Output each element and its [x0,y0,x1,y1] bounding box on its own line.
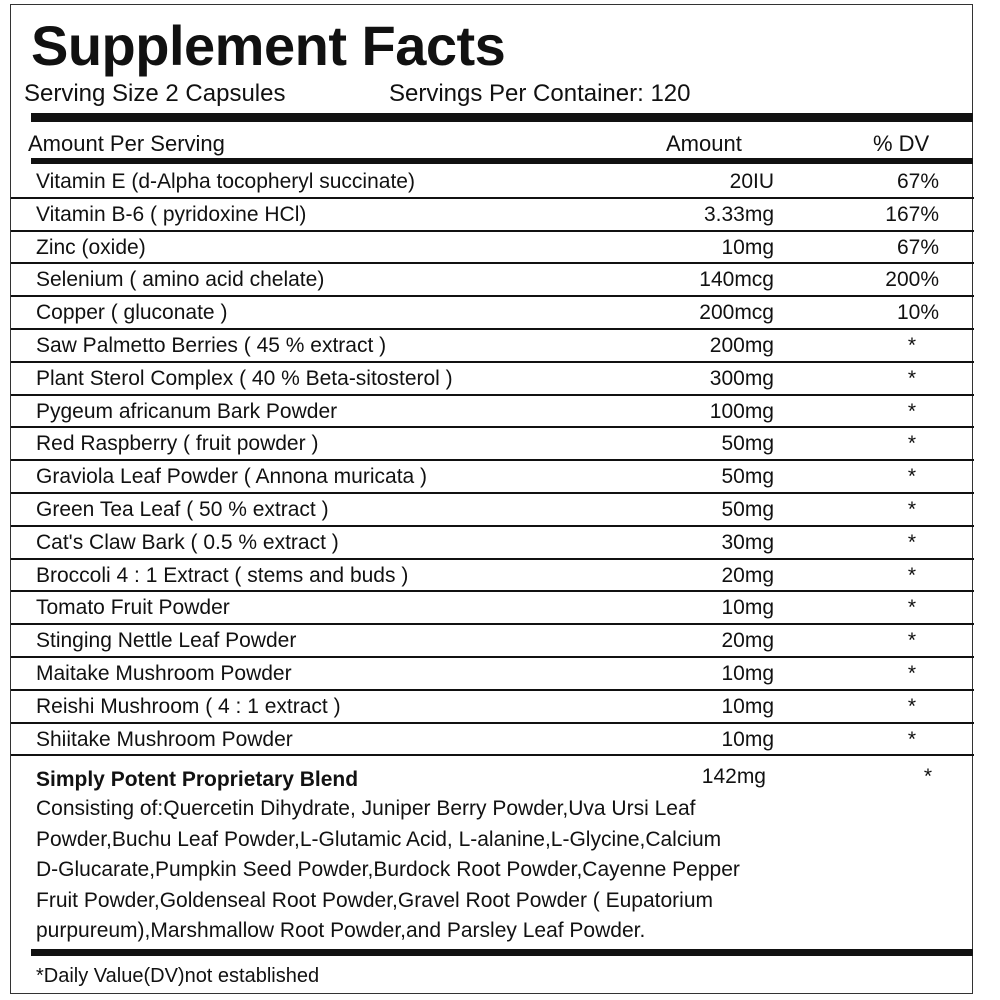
nutrient-dv: * [907,661,916,685]
nutrient-name: Zinc (oxide) [36,235,146,259]
supplement-facts-panel [10,4,973,994]
nutrient-dv: * [907,530,916,554]
nutrient-amount: 100mg [709,399,774,423]
table-row [11,691,974,724]
panel-title: Supplement Facts [31,14,506,77]
blend-title: Simply Potent Proprietary Blend [36,767,359,791]
thick-rule-bottom [31,949,973,956]
nutrient-amount: 10mg [721,596,774,620]
nutrient-dv: * [907,694,916,718]
serving-size: Serving Size 2 Capsules [24,80,286,107]
nutrient-amount: 50mg [721,497,774,521]
nutrient-amount: 10mg [721,235,774,259]
nutrient-amount: 50mg [721,465,774,489]
nutrient-name: Plant Sterol Complex ( 40 % Beta-sitosterol ) [36,366,453,390]
nutrient-dv: 167% [885,202,939,226]
nutrient-dv: * [907,497,916,521]
nutrient-name: Tomato Fruit Powder [36,596,230,620]
nutrient-name: Broccoli 4 : 1 Extract ( stems and buds ) [36,563,409,587]
nutrient-name: Selenium ( amino acid chelate) [36,268,325,292]
nutrient-name: Shiitake Mushroom Powder [36,727,293,751]
nutrient-dv: * [907,366,916,390]
table-row [11,461,974,494]
nutrient-dv: * [907,727,916,751]
nutrient-name: Vitamin B-6 ( pyridoxine HCl) [36,202,307,226]
table-row [11,592,974,625]
table-row [11,396,974,429]
nutrient-amount: 20mg [721,563,774,587]
servings-per-container: Servings Per Container: 120 [389,80,691,107]
nutrient-dv: * [907,333,916,357]
nutrient-amount: 200mcg [699,301,774,325]
nutrient-amount: 10mg [721,661,774,685]
nutrient-name: Green Tea Leaf ( 50 % extract ) [36,497,329,521]
nutrient-table [11,166,974,756]
nutrient-name: Vitamin E (d-Alpha tocopheryl succinate) [36,170,415,193]
nutrient-dv: * [907,432,916,456]
nutrient-amount: 140mcg [699,268,774,292]
nutrient-amount: 10mg [721,727,774,751]
nutrient-name: Red Raspberry ( fruit powder ) [36,432,319,456]
table-row [11,428,974,461]
table-row [11,560,974,593]
header-amount: Amount [666,131,742,156]
nutrient-name: Copper ( gluconate ) [36,301,228,325]
table-row [11,527,974,560]
nutrient-amount: 300mg [709,366,774,390]
nutrient-dv: * [907,563,916,587]
blend-dv: * [923,765,932,788]
nutrient-dv: * [907,596,916,620]
nutrient-dv: 67% [896,235,939,259]
nutrient-name: Maitake Mushroom Powder [36,661,292,685]
nutrient-amount: 200mg [709,333,774,357]
footnote: *Daily Value(DV)not established [36,965,320,987]
table-row [11,297,974,330]
table-row [11,658,974,691]
nutrient-dv: * [907,399,916,423]
table-row [11,330,974,363]
table-row [11,199,974,232]
table-row [11,264,974,297]
table-row [11,166,974,199]
header-amount-per-serving: Amount Per Serving [28,131,225,156]
nutrient-amount: 20mg [721,629,774,653]
thick-rule-top [31,113,973,122]
nutrient-dv: * [907,465,916,489]
nutrient-amount: 10mg [721,694,774,718]
blend-amount: 142mg [701,765,766,788]
nutrient-name: Graviola Leaf Powder ( Annona muricata ) [36,465,428,489]
nutrient-name: Pygeum africanum Bark Powder [36,399,338,423]
header-rule [31,158,973,164]
table-row [11,363,974,396]
nutrient-dv: 10% [896,301,939,325]
nutrient-name: Reishi Mushroom ( 4 : 1 extract ) [36,694,341,718]
nutrient-amount: 3.33mg [703,202,774,226]
nutrient-dv: * [907,629,916,653]
nutrient-amount: 30mg [721,530,774,554]
table-row [11,625,974,658]
nutrient-amount: 20IU [729,170,774,193]
table-row [11,232,974,265]
nutrient-name: Saw Palmetto Berries ( 45 % extract ) [36,333,387,357]
table-row [11,724,974,757]
nutrient-amount: 50mg [721,432,774,456]
proprietary-blend [36,765,966,947]
table-row [11,494,974,527]
header-dv: % DV [873,131,930,156]
nutrient-dv: 200% [885,268,939,292]
nutrient-dv: 67% [896,170,939,193]
nutrient-name: Stinging Nettle Leaf Powder [36,629,297,653]
blend-ingredients: Consisting of:Quercetin Dihydrate, Juniper Berry Powder,Uva Ursi Leaf Powder,Buchu Leaf Powder,L-Glutamic Acid, L-alanine,L-Glycine,Calcium D-Glucarate,Pumpkin Seed Powder,Burdock Root Powder,Cayenne Pepper Fruit Powder,Goldenseal Root Powder,Gravel Root Powder ( Eupatorium purpureum),Marshmallow Root Powder,and Parsley Leaf Powder. [36,797,740,942]
nutrient-name: Cat's Claw Bark ( 0.5 % extract ) [36,530,339,554]
